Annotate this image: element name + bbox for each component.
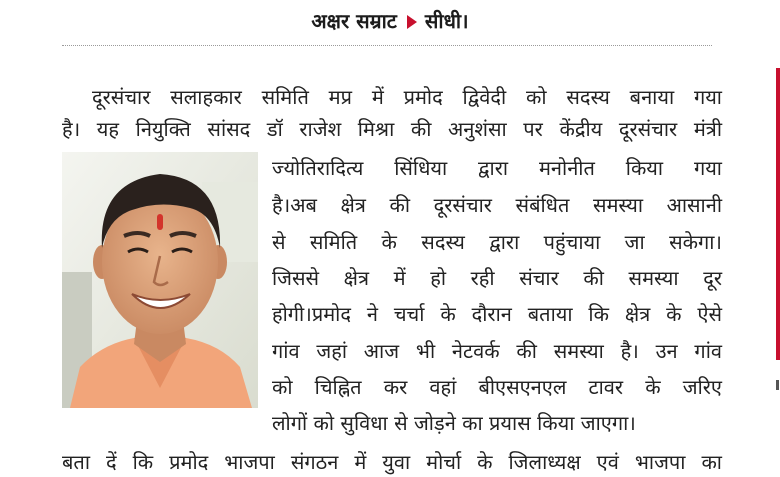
article-line: जिससे क्षेत्र में हो रही संचार की समस्या दूर — [272, 266, 722, 290]
article-line: ज्योतिरादित्य सिंधिया द्वारा मनोनीत किया गया — [272, 156, 722, 180]
article-line: है। यह नियुक्ति सांसद डॉ राजेश मिश्रा की अनुशंसा पर केंद्रीय दूरसंचार मंत्री — [62, 117, 722, 141]
byline-place: सीधी। — [424, 9, 469, 33]
article-line: लोगों को सुविधा से जोड़ने का प्रयास किया जाएगा। — [272, 411, 636, 435]
article-line: गांव जहां आज भी नेटवर्क की समस्या है। उन गांव — [272, 339, 722, 363]
article-line: से समिति के सदस्य द्वारा पहुंचाया जा सकेगा। — [272, 230, 722, 254]
article-line: है।अब क्षेत्र की दूरसंचार संबंधित समस्या आसानी — [272, 193, 722, 217]
article-line: बता दें कि प्रमोद भाजपा संगठन में युवा मोर्चा के जिलाध्यक्ष एवं भाजपा का — [62, 450, 722, 474]
article-line: दूरसंचार सलाहकार समिति मप्र में प्रमोद द्विवेदी को सदस्य बनाया गया — [92, 85, 722, 109]
article-line: होगी।प्रमोद ने चर्चा के दौरान बताया कि क्षेत्र के ऐसे — [272, 302, 722, 326]
article-line: को चिह्नित कर वहां बीएसएनएल टावर के जरिए — [272, 375, 722, 399]
byline-author: अक्षर सम्राट — [311, 9, 397, 33]
adjacent-column-mark — [776, 380, 779, 390]
adjacent-column-accent — [776, 68, 780, 360]
